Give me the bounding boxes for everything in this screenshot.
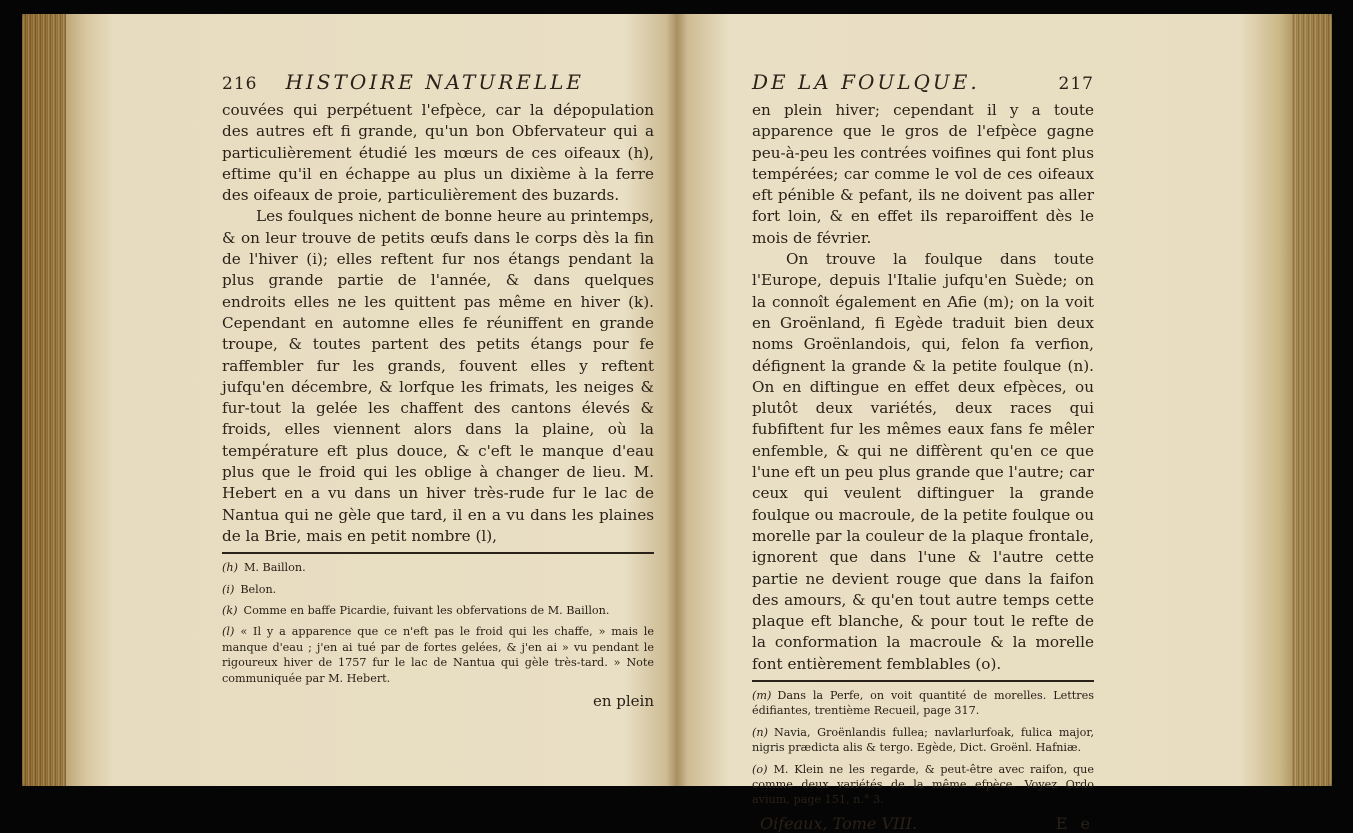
footnote: [222, 603, 654, 618]
footnote-text: Comme en baffe Picardie, fuivant les obfervations de M. Baillon.: [243, 604, 610, 618]
left-page: [222, 70, 654, 710]
paragraph: couvées qui perpétuent l'efpèce, car la dépopulation des autres eft fi grande, qu'un bon Obfervateur qui a particulièrement étudié les mœurs de ces oifeaux (h), eftime qu'il en échappe au plus un dixième à la ferre des oifeaux de proie, particulièrement des buzards.: [222, 101, 654, 205]
catchword: en plein: [592, 692, 654, 711]
right-page: [752, 70, 1094, 833]
running-head-title: HISTOIRE NATURELLE: [285, 70, 585, 94]
footnote-text: Belon.: [240, 582, 277, 596]
footnotes: [752, 688, 1094, 808]
footnote-label: (h): [222, 561, 238, 575]
footnote-text: Dans la Perfe, on voit quantité de morelles. Lettres édifiantes, trentième Recueil, page 317.: [752, 689, 1094, 718]
page-number: 216: [222, 74, 258, 94]
running-head-title: DE LA FOULQUE.: [752, 70, 980, 94]
footnote-text: « Il y a apparence que ce n'eft pas le froid qui les chaffe, » mais le manque d'eau ; j'en ai tué par de fortes gelées, & j'en ai » vu pendant le rigoureux hiver de 1757 fur le lac de Nantua qui gèle très-tard. » Note communiquée par M. Hebert.: [222, 625, 654, 685]
open-book: [22, 14, 1332, 786]
running-head-left: [222, 70, 654, 94]
footnote-text: Navia, Groënlandis fullea; navlarlurfoak, fulica major, nigris prædicta alis & tergo. Egède, Dict. Groënl. Hafniæ.: [752, 725, 1094, 755]
volume-signature: Oifeaux, Tome VIII.: [760, 813, 918, 833]
footnote-label: (n): [752, 725, 768, 739]
signature-line: [752, 814, 1094, 833]
body-text: [222, 100, 654, 547]
body-text: [752, 100, 1094, 675]
signature-mark: E e: [1055, 813, 1094, 833]
paragraph: en plein hiver; cependant il y a toute apparence que le gros de l'efpèce gagne peu-à-peu les contrées voifines qui font plus tempérées; car comme le vol de ces oifeaux eft pénible & pefant, ils ne doivent pas aller fort loin, & en effet ils reparoiffent dès le mois de février.: [752, 101, 1094, 247]
footnote-label: (l): [222, 625, 235, 639]
paragraph: Les foulques nichent de bonne heure au printemps, & on leur trouve de petits œufs dans le corps dès la fin de l'hiver (i); elles reftent fur nos étangs pendant la plus grande partie de l'année, & dans quelques endroits elles ne les quittent pas même en hiver (k). Cependant en automne elles fe réuniffent en grande troupe, & toutes partent des petits étangs pour fe raffembler fur les grands, fouvent elles y reftent jufqu'en décembre, & lorfque les frimats, les neiges & fur-tout la gelée les chaffent des cantons élevés & froids, elles viennent alors dans la plaine, où la température eft plus douce, & c'eft le manque d'eau plus que le froid qui les oblige à changer de lieu. M. Hebert en a vu dans un hiver très-rude fur le lac de Nantua qui ne gèle que tard, il en a vu dans les plaines de la Brie, mais en petit nombre (l),: [222, 207, 654, 545]
footnote-text: M. Klein ne les regarde, & peut-être avec raifon, que comme deux variétés de la même efpèce. Voyez Ordo avium, page 151, n.° 3.: [752, 762, 1094, 807]
paragraph: On trouve la foulque dans toute l'Europe, depuis l'Italie jufqu'en Suède; on la connoît également en Afie (m); on la voit en Groënland, fi Egède traduit bien deux noms Groënlandois, qui, felon fa verfion, défignent la grande & la petite foulque (n). On en diftingue en effet deux efpèces, ou plutôt deux variétés, deux races qui fubfiftent fur les mêmes eaux fans fe mêler enfemble, & qui ne diffèrent qu'en ce que l'une eft un peu plus grande que l'autre; car ceux qui veulent diftinguer la grande foulque ou macroule, de la petite foulque ou morelle par la couleur de la plaque frontale, ignorent que dans l'une & l'autre cette partie ne devient rouge que dans la faifon des amours, & qu'en tout autre temps cette plaque eft blanche, & pour tout le refte de la conformation la macroule & la morelle font entièrement femblables (o).: [752, 250, 1094, 673]
footnote-label: (o): [752, 762, 768, 776]
footnote-rule: [752, 680, 1094, 682]
footnote: [222, 624, 654, 686]
footnote-rule: [222, 552, 654, 554]
page-edges-right: [1292, 14, 1332, 786]
footnote: [222, 560, 654, 575]
footnote: [752, 762, 1094, 808]
running-head-right: [752, 70, 1094, 94]
footnote-text: M. Baillon.: [243, 561, 306, 575]
footnote-label: (m): [752, 689, 772, 703]
footnote-label: (k): [222, 604, 238, 618]
footnote-label: (i): [222, 582, 235, 596]
footnote: [222, 582, 654, 597]
footnote: [752, 725, 1094, 756]
footnote: [752, 688, 1094, 719]
page-number: 217: [1058, 74, 1094, 94]
footnotes: [222, 560, 654, 686]
page-edges-left: [22, 14, 66, 786]
